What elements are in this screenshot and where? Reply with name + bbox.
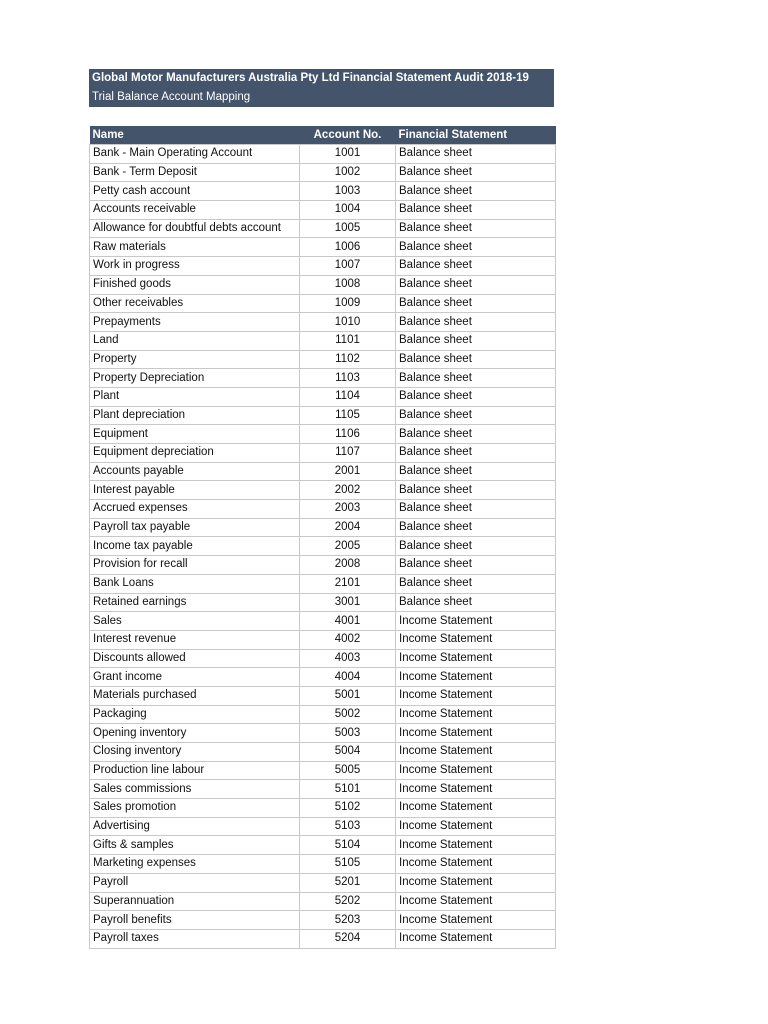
table-row <box>90 668 556 687</box>
cell-name: Prepayments <box>90 313 300 332</box>
table-row <box>90 313 556 332</box>
cell-name: Interest revenue <box>90 630 300 649</box>
cell-name: Advertising <box>90 817 300 836</box>
cell-financial-statement: Balance sheet <box>396 369 556 388</box>
table-body <box>90 145 556 949</box>
cell-name: Accounts payable <box>90 462 300 481</box>
cell-name: Petty cash account <box>90 182 300 201</box>
cell-name: Bank - Main Operating Account <box>90 145 300 164</box>
cell-financial-statement: Income Statement <box>396 612 556 631</box>
cell-account-no: 1007 <box>300 257 396 276</box>
cell-account-no: 1105 <box>300 406 396 425</box>
cell-name: Work in progress <box>90 257 300 276</box>
cell-name: Property Depreciation <box>90 369 300 388</box>
cell-account-no: 5203 <box>300 911 396 930</box>
table-row <box>90 649 556 668</box>
cell-account-no: 1104 <box>300 387 396 406</box>
table-row <box>90 163 556 182</box>
cell-name: Plant depreciation <box>90 406 300 425</box>
table-row <box>90 929 556 948</box>
cell-name: Interest payable <box>90 481 300 500</box>
table-row <box>90 387 556 406</box>
table-row <box>90 238 556 257</box>
cell-account-no: 1009 <box>300 294 396 313</box>
cell-name: Payroll tax payable <box>90 518 300 537</box>
cell-name: Grant income <box>90 668 300 687</box>
table-row <box>90 350 556 369</box>
cell-name: Accounts receivable <box>90 201 300 220</box>
table-row <box>90 331 556 350</box>
cell-name: Gifts & samples <box>90 836 300 855</box>
cell-financial-statement: Balance sheet <box>396 331 556 350</box>
cell-financial-statement: Balance sheet <box>396 462 556 481</box>
cell-name: Materials purchased <box>90 686 300 705</box>
table-row <box>90 444 556 463</box>
cell-account-no: 5101 <box>300 780 396 799</box>
cell-financial-statement: Balance sheet <box>396 574 556 593</box>
table-row <box>90 593 556 612</box>
cell-account-no: 5004 <box>300 743 396 762</box>
cell-financial-statement: Balance sheet <box>396 145 556 164</box>
cell-financial-statement: Balance sheet <box>396 556 556 575</box>
cell-account-no: 5104 <box>300 836 396 855</box>
table-row <box>90 518 556 537</box>
cell-account-no: 1006 <box>300 238 396 257</box>
cell-account-no: 5103 <box>300 817 396 836</box>
table-row <box>90 780 556 799</box>
cell-name: Equipment depreciation <box>90 444 300 463</box>
cell-name: Bank Loans <box>90 574 300 593</box>
cell-financial-statement: Income Statement <box>396 743 556 762</box>
cell-name: Income tax payable <box>90 537 300 556</box>
table-row <box>90 425 556 444</box>
cell-account-no: 2001 <box>300 462 396 481</box>
cell-financial-statement: Balance sheet <box>396 406 556 425</box>
account-mapping-table <box>89 126 556 949</box>
cell-account-no: 2002 <box>300 481 396 500</box>
cell-financial-statement: Income Statement <box>396 780 556 799</box>
cell-account-no: 1008 <box>300 275 396 294</box>
cell-name: Finished goods <box>90 275 300 294</box>
cell-account-no: 5001 <box>300 686 396 705</box>
cell-financial-statement: Balance sheet <box>396 518 556 537</box>
title-banner <box>89 69 554 107</box>
cell-account-no: 1003 <box>300 182 396 201</box>
cell-financial-statement: Balance sheet <box>396 500 556 519</box>
table-row <box>90 817 556 836</box>
table-row <box>90 257 556 276</box>
table-row <box>90 294 556 313</box>
table-row <box>90 574 556 593</box>
cell-name: Sales promotion <box>90 799 300 818</box>
cell-name: Allowance for doubtful debts account <box>90 219 300 238</box>
cell-account-no: 1002 <box>300 163 396 182</box>
cell-account-no: 2004 <box>300 518 396 537</box>
cell-name: Provision for recall <box>90 556 300 575</box>
cell-financial-statement: Income Statement <box>396 630 556 649</box>
cell-financial-statement: Income Statement <box>396 724 556 743</box>
table-row <box>90 705 556 724</box>
cell-financial-statement: Balance sheet <box>396 537 556 556</box>
cell-financial-statement: Income Statement <box>396 817 556 836</box>
cell-financial-statement: Balance sheet <box>396 219 556 238</box>
cell-account-no: 5204 <box>300 929 396 948</box>
cell-account-no: 3001 <box>300 593 396 612</box>
cell-name: Sales commissions <box>90 780 300 799</box>
column-header-financial-statement: Financial Statement <box>396 126 556 145</box>
cell-name: Payroll taxes <box>90 929 300 948</box>
cell-account-no: 5201 <box>300 873 396 892</box>
table-row <box>90 500 556 519</box>
cell-account-no: 4004 <box>300 668 396 687</box>
table-row <box>90 481 556 500</box>
cell-name: Discounts allowed <box>90 649 300 668</box>
cell-account-no: 1106 <box>300 425 396 444</box>
cell-account-no: 1103 <box>300 369 396 388</box>
cell-account-no: 5102 <box>300 799 396 818</box>
table-row <box>90 724 556 743</box>
cell-account-no: 5202 <box>300 892 396 911</box>
cell-financial-statement: Balance sheet <box>396 294 556 313</box>
table-row <box>90 556 556 575</box>
cell-account-no: 4002 <box>300 630 396 649</box>
cell-account-no: 1004 <box>300 201 396 220</box>
cell-name: Raw materials <box>90 238 300 257</box>
cell-name: Payroll benefits <box>90 911 300 930</box>
cell-financial-statement: Income Statement <box>396 799 556 818</box>
cell-financial-statement: Balance sheet <box>396 257 556 276</box>
cell-financial-statement: Income Statement <box>396 686 556 705</box>
table-row <box>90 873 556 892</box>
cell-financial-statement: Balance sheet <box>396 238 556 257</box>
table-row <box>90 761 556 780</box>
table-row <box>90 855 556 874</box>
cell-account-no: 5002 <box>300 705 396 724</box>
cell-financial-statement: Balance sheet <box>396 201 556 220</box>
table-header-row <box>90 126 556 145</box>
cell-account-no: 5003 <box>300 724 396 743</box>
cell-account-no: 2008 <box>300 556 396 575</box>
cell-financial-statement: Balance sheet <box>396 313 556 332</box>
table-row <box>90 686 556 705</box>
table-row <box>90 630 556 649</box>
table-row <box>90 743 556 762</box>
cell-account-no: 1005 <box>300 219 396 238</box>
cell-account-no: 2101 <box>300 574 396 593</box>
cell-name: Marketing expenses <box>90 855 300 874</box>
cell-financial-statement: Balance sheet <box>396 481 556 500</box>
cell-financial-statement: Balance sheet <box>396 275 556 294</box>
cell-financial-statement: Balance sheet <box>396 444 556 463</box>
cell-financial-statement: Income Statement <box>396 761 556 780</box>
cell-name: Sales <box>90 612 300 631</box>
table-row <box>90 145 556 164</box>
cell-financial-statement: Balance sheet <box>396 163 556 182</box>
document-title: Global Motor Manufacturers Australia Pty Ltd Financial Statement Audit 2018-19 <box>92 72 529 84</box>
cell-account-no: 1102 <box>300 350 396 369</box>
document-subtitle: Trial Balance Account Mapping <box>92 91 251 103</box>
cell-name: Payroll <box>90 873 300 892</box>
table-row <box>90 892 556 911</box>
cell-account-no: 2003 <box>300 500 396 519</box>
cell-name: Superannuation <box>90 892 300 911</box>
table-row <box>90 182 556 201</box>
cell-financial-statement: Income Statement <box>396 911 556 930</box>
table-row <box>90 406 556 425</box>
table-row <box>90 219 556 238</box>
cell-financial-statement: Income Statement <box>396 873 556 892</box>
table-row <box>90 537 556 556</box>
table-row <box>90 911 556 930</box>
cell-name: Other receivables <box>90 294 300 313</box>
cell-account-no: 1101 <box>300 331 396 350</box>
cell-financial-statement: Income Statement <box>396 649 556 668</box>
cell-name: Plant <box>90 387 300 406</box>
cell-financial-statement: Balance sheet <box>396 425 556 444</box>
cell-financial-statement: Balance sheet <box>396 387 556 406</box>
cell-account-no: 5005 <box>300 761 396 780</box>
cell-account-no: 4003 <box>300 649 396 668</box>
cell-account-no: 2005 <box>300 537 396 556</box>
cell-financial-statement: Income Statement <box>396 668 556 687</box>
cell-name: Opening inventory <box>90 724 300 743</box>
cell-financial-statement: Income Statement <box>396 929 556 948</box>
cell-financial-statement: Balance sheet <box>396 182 556 201</box>
table-row <box>90 462 556 481</box>
cell-name: Equipment <box>90 425 300 444</box>
cell-name: Retained earnings <box>90 593 300 612</box>
cell-account-no: 1010 <box>300 313 396 332</box>
cell-financial-statement: Income Statement <box>396 836 556 855</box>
cell-name: Bank - Term Deposit <box>90 163 300 182</box>
cell-financial-statement: Balance sheet <box>396 350 556 369</box>
cell-name: Closing inventory <box>90 743 300 762</box>
cell-financial-statement: Balance sheet <box>396 593 556 612</box>
cell-account-no: 1107 <box>300 444 396 463</box>
column-header-account-no: Account No. <box>300 126 396 145</box>
column-header-name: Name <box>90 126 300 145</box>
cell-financial-statement: Income Statement <box>396 855 556 874</box>
table-row <box>90 612 556 631</box>
table-row <box>90 799 556 818</box>
cell-name: Accrued expenses <box>90 500 300 519</box>
cell-financial-statement: Income Statement <box>396 705 556 724</box>
cell-account-no: 1001 <box>300 145 396 164</box>
cell-account-no: 5105 <box>300 855 396 874</box>
cell-name: Production line labour <box>90 761 300 780</box>
cell-name: Land <box>90 331 300 350</box>
table-row <box>90 369 556 388</box>
table-row <box>90 275 556 294</box>
cell-name: Packaging <box>90 705 300 724</box>
cell-account-no: 4001 <box>300 612 396 631</box>
cell-financial-statement: Income Statement <box>396 892 556 911</box>
cell-name: Property <box>90 350 300 369</box>
table-row <box>90 201 556 220</box>
table-row <box>90 836 556 855</box>
